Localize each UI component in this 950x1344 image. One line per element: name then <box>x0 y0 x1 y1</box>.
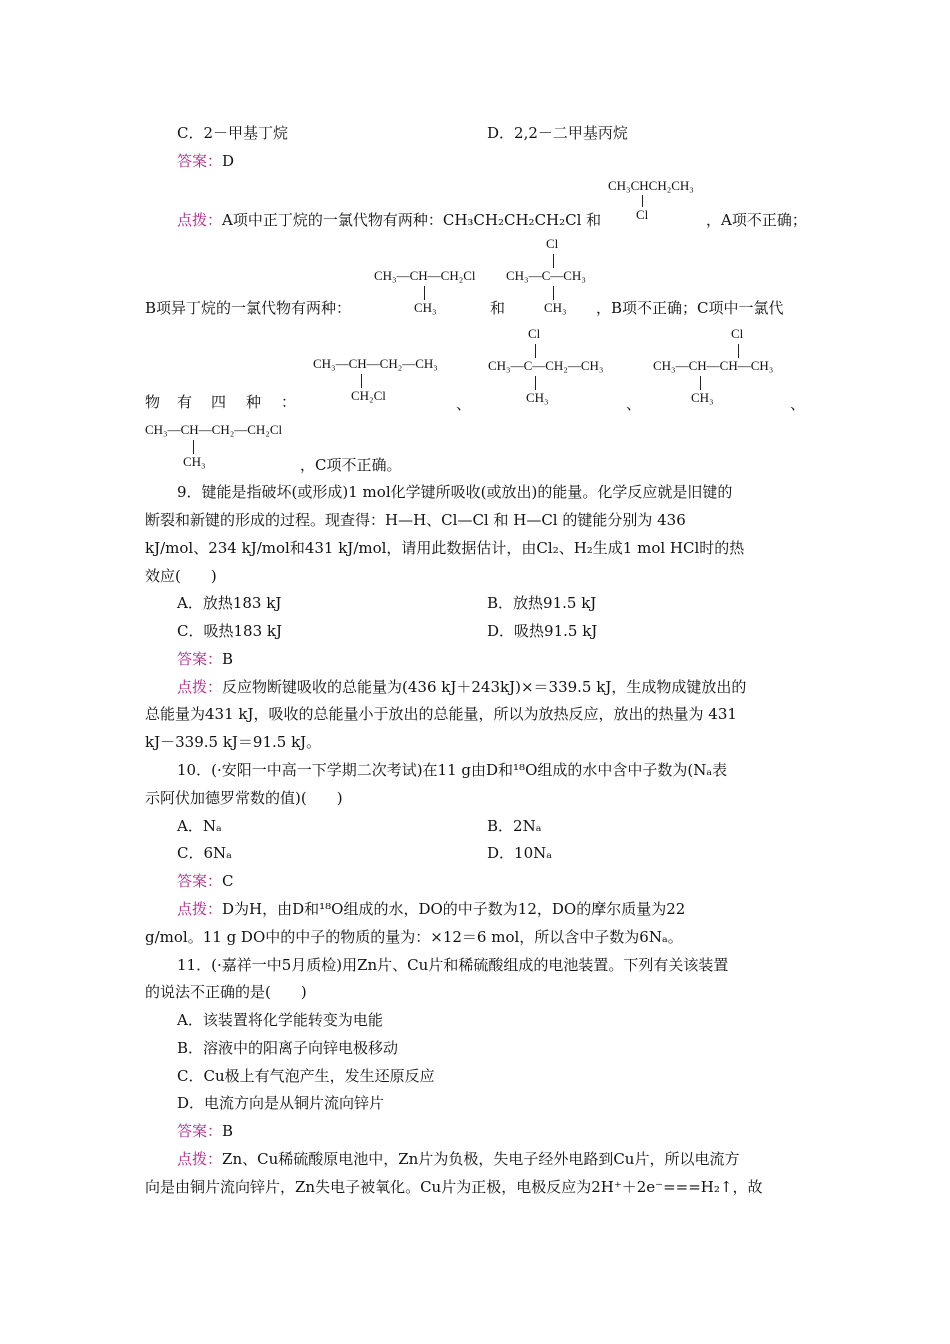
q8-answer <box>177 151 234 171</box>
q9-stem-line: 效应( ) <box>145 567 217 585</box>
structure-1-chloro-2-methylpropane: CH₃—CH—CH₂Cl CH₃ <box>374 268 476 315</box>
q11-stem-line: 11．(·嘉祥一中5月质检)用Zn片、Cu片和稀硫酸组成的电池装置。下列有关该装置 <box>177 956 729 974</box>
q8-hint-b-end: ，B项不正确；C项中一氯代 <box>596 299 784 317</box>
q8-hint-a: 点拨：A项中正丁烷的一氯代物有两种：CH₃CH₂CH₂CH₂Cl 和 <box>177 211 602 229</box>
q9-hint-line: kJ－339.5 kJ＝91.5 kJ。 <box>145 733 322 751</box>
q9-answer: 答案：B <box>177 650 234 668</box>
q10-hint-line: 点拨：D为H，由D和¹⁸O组成的水，DO的中子数为12，DO的摩尔质量为22 <box>177 900 686 918</box>
structure-1-chloro-3-methylbutane: CH₃—CH—CH₂—CH₂Cl CH₃ <box>145 422 283 469</box>
q9-hint-line: 点拨：反应物断键吸收的总能量为(436 kJ＋243kJ)×＝339.5 kJ，生成物成键放出的 <box>177 678 747 696</box>
q10-answer: 答案：C <box>177 872 234 890</box>
answer-label: 答案： <box>177 152 223 170</box>
q10-stem-line: 示阿伏加德罗常数的值)( ) <box>145 789 343 807</box>
q11-option: C．Cu极上有气泡产生，发生还原反应 <box>177 1067 435 1085</box>
q9-option-c: C．吸热183 kJ <box>177 622 282 640</box>
q8-hint-a-end: ，A项不正确； <box>706 211 807 229</box>
q8-option-c: C．2－甲基丁烷 <box>177 124 289 142</box>
q11-option: B．溶液中的阳离子向锌电极移动 <box>177 1039 399 1057</box>
q10-stem-line: 10．(·安阳一中高一下学期二次考试)在11 g由D和¹⁸O组成的水中含中子数为(Nₐ表 <box>177 761 728 779</box>
q8-hint-b-start: B项异丁烷的一氯代物有两种： <box>145 299 352 317</box>
structure-2-chloro-2-methylbutane: Cl CH₃—C—CH₂—CH₃ CH₃ <box>488 326 604 405</box>
q10-option-a: A．Nₐ <box>177 817 222 835</box>
q9-stem-line: 9．键能是指破坏(或形成)1 mol化学键所吸收(或放出)的能量。化学反应就是旧键的 <box>177 483 733 501</box>
q8-option-d: D．2,2－二甲基丙烷 <box>487 124 628 142</box>
q11-option: A．该装置将化学能转变为电能 <box>177 1011 383 1029</box>
q9-stem-line: kJ/mol、234 kJ/mol和431 kJ/mol，请用此数据估计，由Cl₂、H₂生成1 mol HCl时的热 <box>145 539 745 557</box>
q10-hint-line: g/mol。11 g DO中的中子的物质的量为：×12＝6 mol，所以含中子数为6Nₐ。 <box>145 928 683 946</box>
q11-hint-line: 向是由铜片流向锌片，Zn失电子被氧化。Cu片为正极，电极反应为2H⁺＋2e⁻===H₂↑，故 <box>145 1178 763 1196</box>
structure-2-chloro-2-methylpropane: Cl CH₃—C—CH₃ CH₃ <box>506 236 586 315</box>
structure-2-chloro-3-methylbutane: Cl CH₃—CH—CH—CH₃ CH₃ <box>653 326 774 405</box>
structure-2-chlorobutane: CH₃CHCH₂CH₃ Cl <box>608 178 694 222</box>
answer-value: D <box>222 152 235 170</box>
q9-stem-line: 断裂和新键的形成的过程。现查得：H—H、Cl—Cl 和 H—Cl 的键能分别为 436 <box>145 511 686 529</box>
q9-hint-line: 总能量为431 kJ，吸收的总能量小于放出的总能量，所以为放热反应，放出的热量为 431 <box>145 705 737 723</box>
structure-1-chloro-2-methylbutane: CH₃—CH—CH₂—CH₃ CH₂Cl <box>313 356 438 403</box>
separator: 、 <box>790 395 806 413</box>
q10-option-d: D．10Nₐ <box>487 844 553 862</box>
q10-option-c: C．6Nₐ <box>177 844 232 862</box>
q8-hint-c-end: ，C项不正确。 <box>300 456 402 474</box>
q9-option-d: D．吸热91.5 kJ <box>487 622 598 640</box>
separator: 、 <box>456 395 472 413</box>
q10-option-b: B．2Nₐ <box>487 817 542 835</box>
q9-option-b: B．放热91.5 kJ <box>487 594 597 612</box>
q9-option-a: A．放热183 kJ <box>177 594 282 612</box>
q8-hint-b-and: 和 <box>490 299 506 317</box>
separator: 、 <box>626 395 642 413</box>
q11-option: D．电流方向是从铜片流向锌片 <box>177 1094 385 1112</box>
q11-hint-line: 点拨：Zn、Cu稀硫酸原电池中，Zn片为负极，失电子经外电路到Cu片，所以电流方 <box>177 1150 740 1168</box>
q11-stem-line: 的说法不正确的是( ) <box>145 983 307 1001</box>
q8-hint-c-start: 物 有 四 种 ： <box>145 393 297 411</box>
q11-answer: 答案：B <box>177 1122 234 1140</box>
